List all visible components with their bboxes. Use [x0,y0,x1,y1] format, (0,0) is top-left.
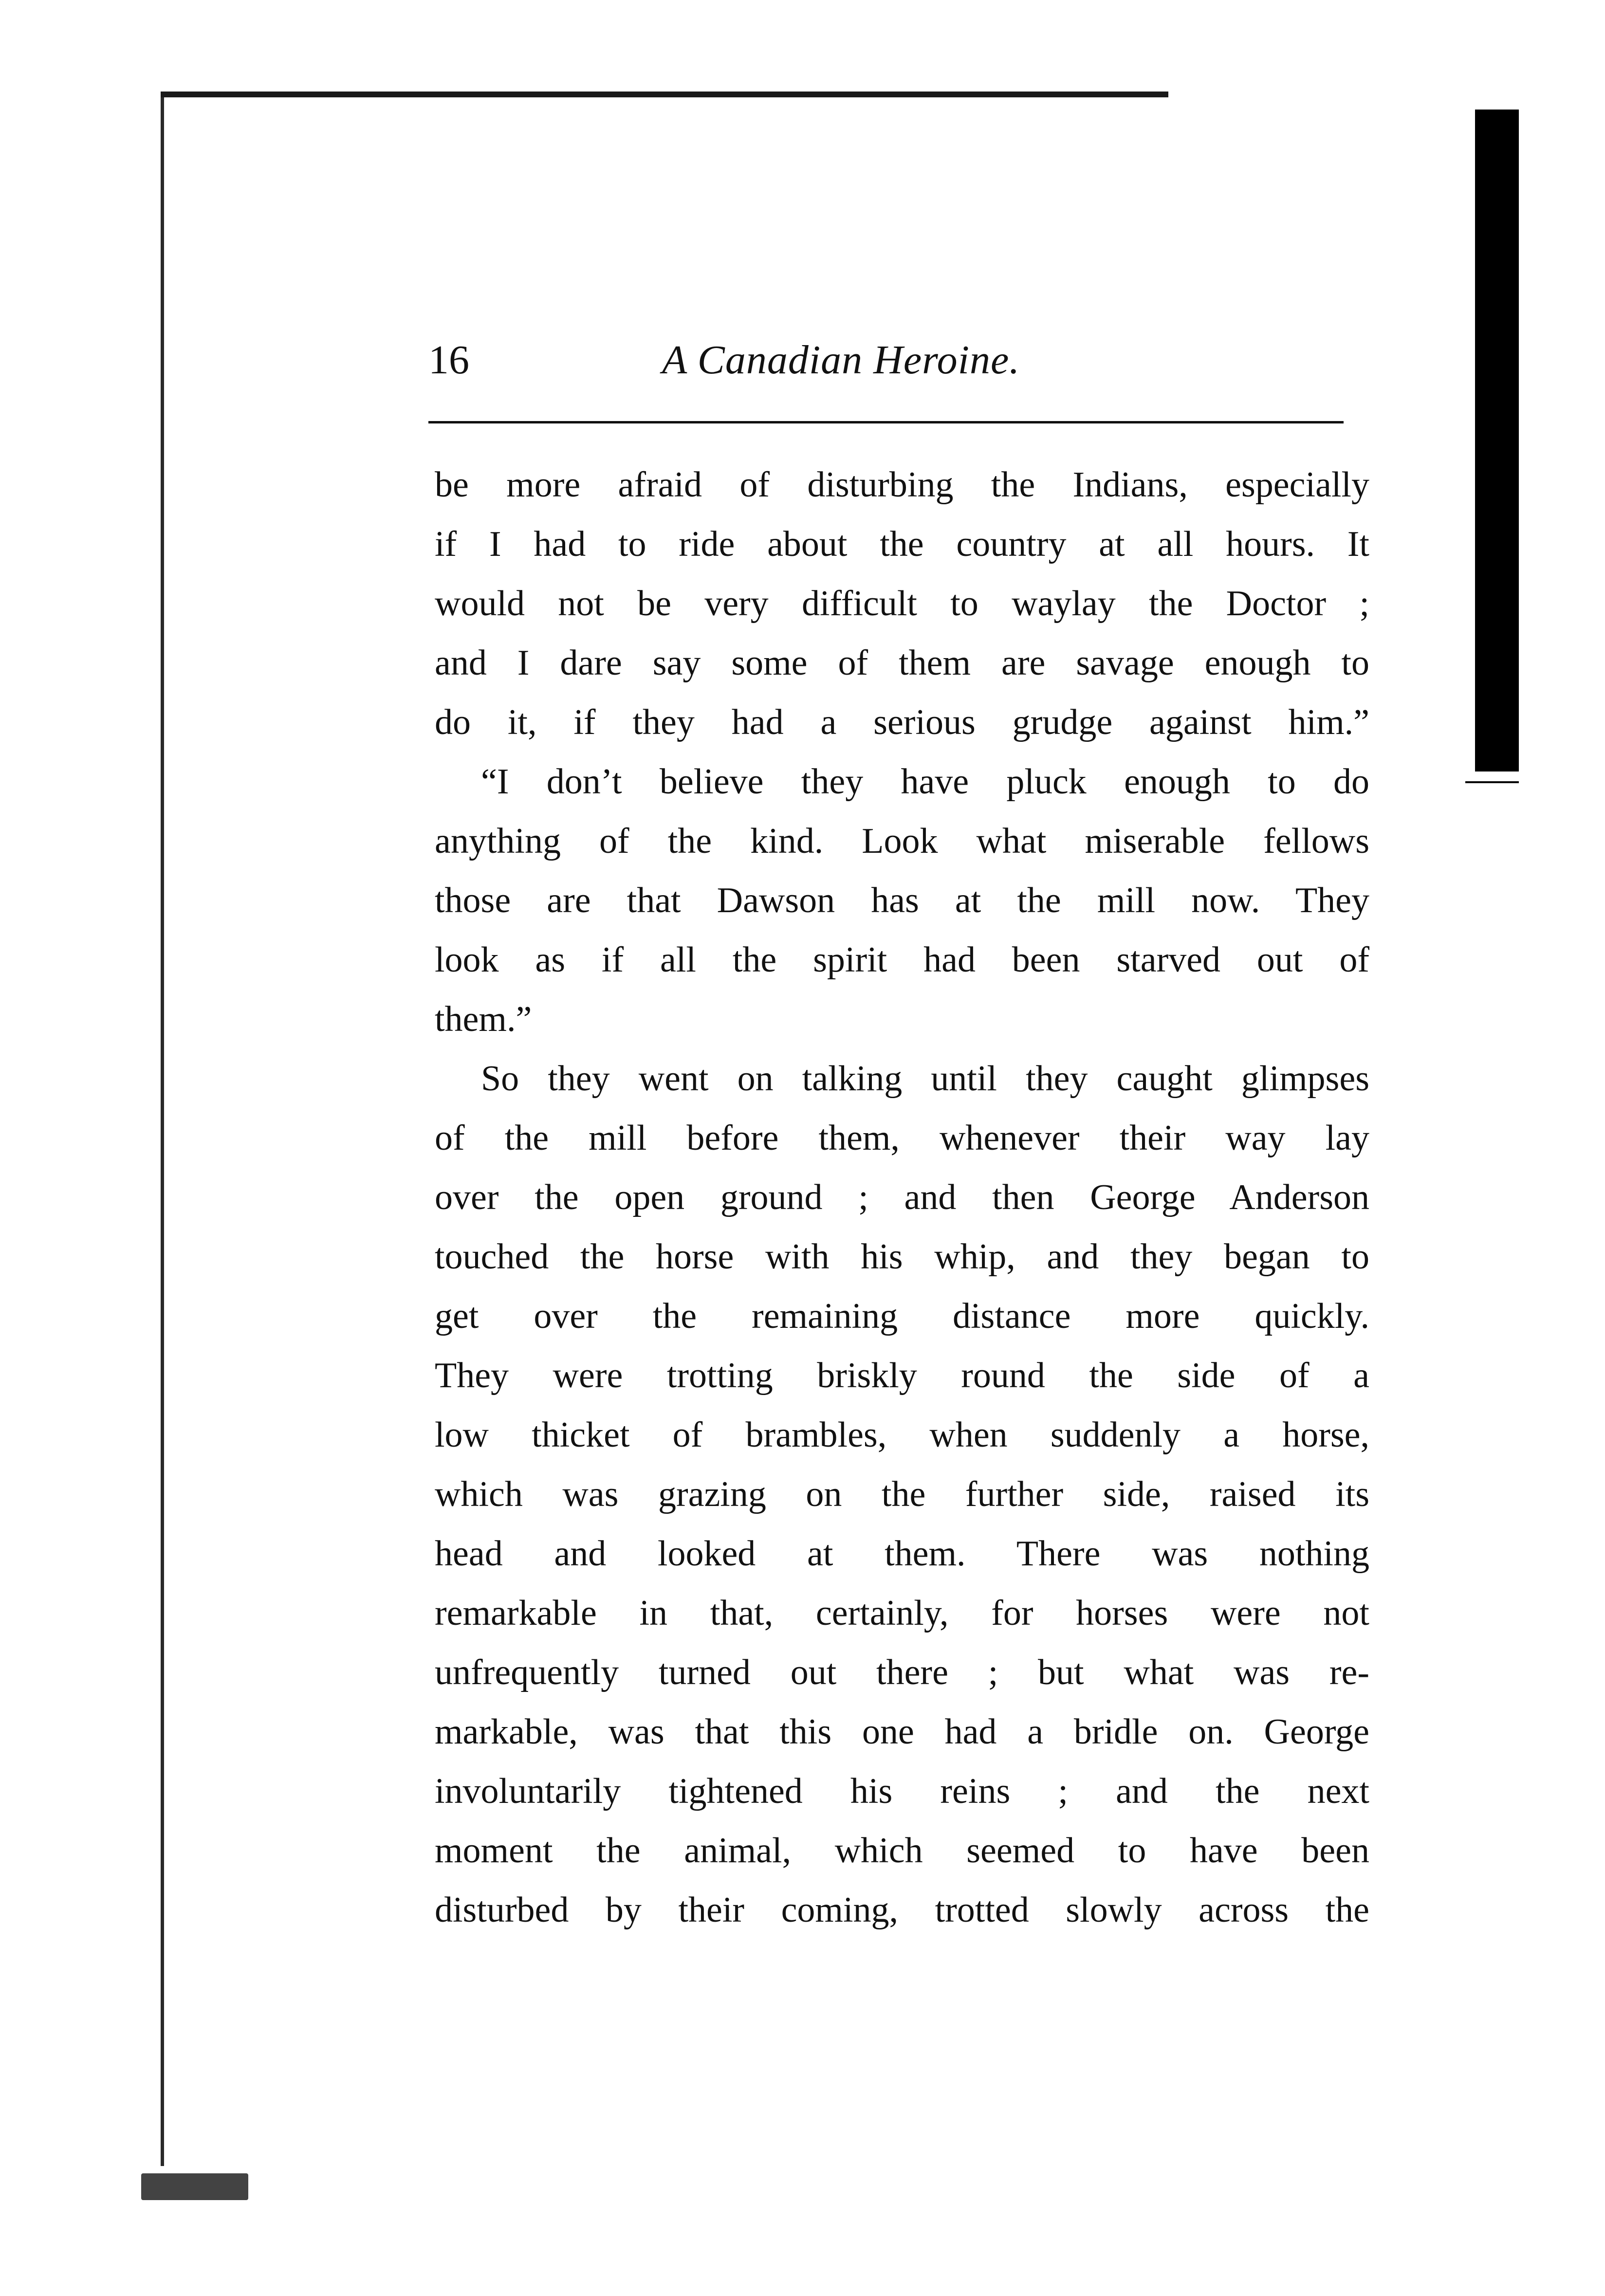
header-rule [428,421,1344,423]
text-line: get over the remaining distance more quickly. [435,1296,1369,1336]
text-line: low thicket of brambles, when suddenly a horse, [435,1415,1369,1455]
text-line: if I had to ride about the country at all hours. It [435,524,1369,564]
text-line: So they went on talking until they caught glimpses [481,1059,1369,1099]
page-top-edge [161,92,1168,97]
text-line: anything of the kind. Look what miserable fellows [435,821,1369,861]
text-line: would not be very difficult to waylay the Doctor ; [435,584,1369,624]
text-line: touched the horse with his whip, and they began to [435,1237,1369,1277]
page-number: 16 [428,337,469,383]
left-page-edge [161,97,164,2166]
body-text [435,455,1369,1940]
text-line: remarkable in that, certainly, for horses were not [435,1593,1369,1633]
text-line: disturbed by their coming, trotted slowly across the [435,1890,1369,1930]
page-header [428,331,1344,389]
text-line: and I dare say some of them are savage enough to [435,643,1369,683]
text-line: do it, if they had a serious grudge against him.” [435,702,1369,742]
text-line: of the mill before them, whenever their way lay [435,1118,1369,1158]
scan-edge-line [1465,781,1519,783]
text-line: which was grazing on the further side, raised its [435,1474,1369,1514]
scan-edge-bar [1475,110,1519,723]
text-line: head and looked at them. There was nothing [435,1534,1369,1574]
scan-edge-block [1475,713,1519,771]
text-line: markable, was that this one had a bridle on. George [435,1712,1369,1752]
text-line: look as if all the spirit had been starved out of [435,940,1369,980]
text-line: moment the animal, which seemed to have been [435,1831,1369,1871]
text-line: them.” [435,999,532,1039]
scan-smudge [141,2173,248,2200]
text-line: involuntarily tightened his reins ; and the next [435,1771,1369,1811]
text-line: “I don’t believe they have pluck enough to do [481,762,1369,802]
text-line: unfrequently turned out there ; but what was re- [435,1653,1369,1692]
text-line: They were trotting briskly round the side of a [435,1356,1369,1396]
running-title: A Canadian Heroine. [662,337,1020,383]
text-line: those are that Dawson has at the mill now. They [435,881,1369,920]
text-line: be more afraid of disturbing the Indians, especially [435,465,1369,505]
text-line: over the open ground ; and then George Anderson [435,1177,1369,1217]
